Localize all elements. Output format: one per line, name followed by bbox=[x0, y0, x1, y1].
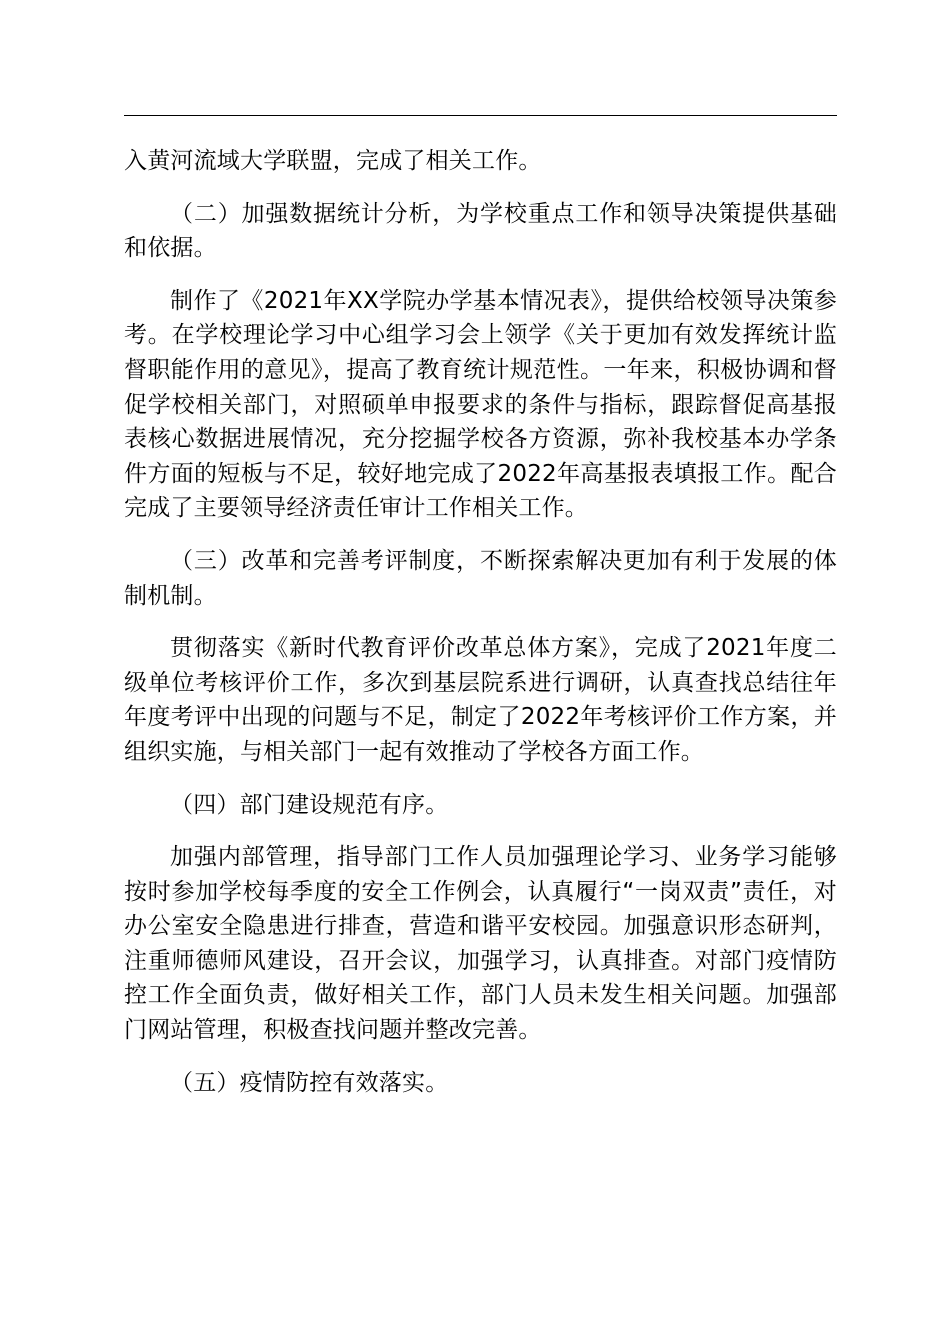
section-heading-2: （二）加强数据统计分析，为学校重点工作和领导决策提供基础和依据。 bbox=[124, 200, 837, 262]
document-body bbox=[124, 144, 837, 1118]
section-heading-5: （五）疫情防控有效落实。 bbox=[170, 1069, 449, 1096]
paragraph-department: 加强内部管理，指导部门工作人员加强理论学习、业务学习能够按时参加学校每季度的安全工作例会，认真履行“一岗双责”责任，对办公室安全隐患进行排查，营造和谐平安校园。加强意识形态研判，注重师德师风建设，召开会议，加强学习，认真排查。对部门疫情防控工作全面负责，做好相关工作，部门人员未发生相关问题。加强部门网站管理，积极查找问题并整改完善。 bbox=[124, 844, 837, 1044]
paragraph-evaluation: 贯彻落实《新时代教育评价改革总体方案》，完成了2021年度二级单位考核评价工作，多次到基层院系进行调研，认真查找总结往年年度考评中出现的问题与不足，制定了2022年考核评价工作方案，并组织实施，与相关部门一起有效推动了学校各方面工作。 bbox=[124, 635, 837, 765]
paragraph-continued: 入黄河流域大学联盟，完成了相关工作。 bbox=[124, 148, 542, 174]
section-heading-3: （三）改革和完善考评制度，不断探索解决更加有利于发展的体制机制。 bbox=[124, 547, 837, 609]
section-heading-4: （四）部门建设规范有序。 bbox=[170, 791, 449, 818]
paragraph-statistics: 制作了《2021年XX学院办学基本情况表》，提供给校领导决策参考。在学校理论学习中心组学习会上领学《关于更加有效发挥统计监督职能作用的意见》，提高了教育统计规范性。一年来，积极协调和督促学校相关部门，对照硕单申报要求的条件与指标，跟踪督促高基报表核心数据进展情况，充分挖掘学校各方资源，弥补我校基本办学条件方面的短板与不足，较好地完成了2022年高基报表填报工作。配合完成了主要领导经济责任审计工作相关工作。 bbox=[124, 287, 837, 522]
header-rule bbox=[124, 115, 837, 116]
